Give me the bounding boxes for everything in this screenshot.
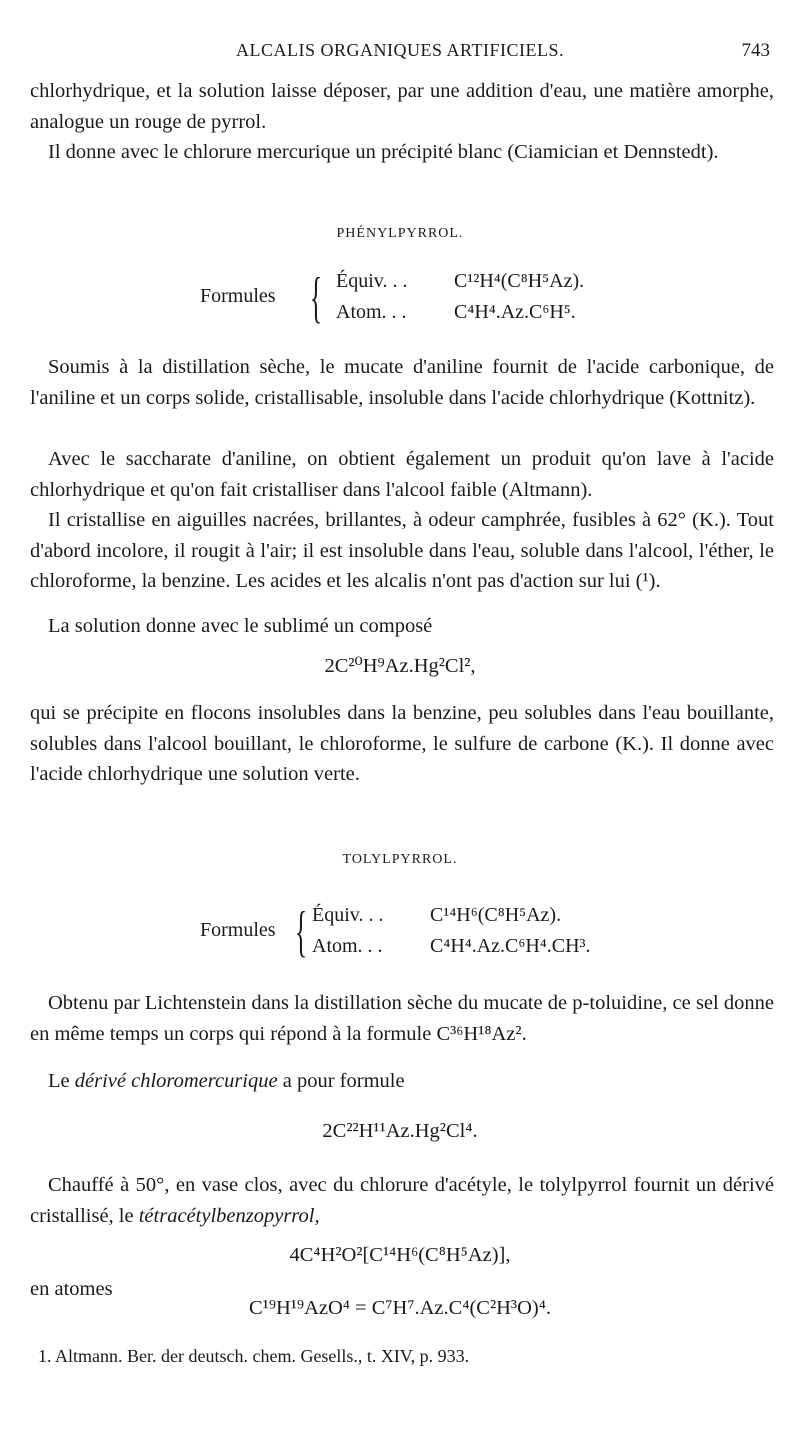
- running-title: ALCALIS ORGANIQUES ARTIFICIELS.: [236, 40, 564, 60]
- paragraph-10: [30, 1170, 774, 1231]
- formula-value: C¹²H⁴(C⁸H⁵Az).: [454, 270, 585, 292]
- formula-chloromercurique: 2C²²H¹¹Az.Hg²Cl⁴.: [322, 1120, 478, 1142]
- formula-block-tolylpyrrol: [200, 902, 620, 972]
- formula-row-equiv: [336, 270, 585, 293]
- page-number: 743: [741, 40, 770, 61]
- italic-term: dérivé chloromercurique: [74, 1070, 278, 1092]
- formula-key: Équiv. . .: [336, 270, 408, 292]
- paragraph-8: Obtenu par Lichtenstein dans la distillation sèche du mucate de p-toluidine, ce sel donne en même temps un corps qui répond à la formule C³⁶H¹⁸Az².: [30, 992, 774, 1045]
- formula-key: Atom. . .: [312, 935, 383, 957]
- running-header: [0, 40, 800, 64]
- paragraph-1: chlorhydrique, et la solution laisse déposer, par une addition d'eau, une matière amorphe, analogue un rouge de pyrrol.: [30, 80, 774, 133]
- paragraph-5: Il cristallise en aiguilles nacrées, brillantes, à odeur camphrée, fusibles à 62° (K.). Tout d'abord incolore, il rougit à l'air; il est insoluble dans l'eau, soluble dans l'alcool, l'éther, le chloroforme, la benzine. Les acides et les alcalis n'ont pas d'action sur lui (¹).: [30, 509, 774, 592]
- formula-hg-compound: 2C²⁰H⁹Az.Hg²Cl²,: [324, 655, 476, 677]
- text-span: a pour formule: [277, 1070, 405, 1092]
- paragraph-7: qui se précipite en flocons insolubles dans la benzine, peu solubles dans l'eau bouillante, solubles dans l'alcool bouillant, le chloroforme, le sulfure de carbone (K.). Il donne avec l'acide chlorhydrique une solution verte.: [30, 702, 774, 785]
- formula-block-phenylpyrrol: [200, 268, 620, 338]
- section-heading-tolylpyrrol: TOLYLPYRROL.: [342, 852, 458, 867]
- footnote: 1. Altmann. Ber. der deutsch. chem. Gesells., t. XIV, p. 933.: [38, 1346, 470, 1366]
- formula-label: Formules: [200, 919, 276, 941]
- paragraph-4: Avec le saccharate d'aniline, on obtient également un produit qu'on lave à l'acide chlorhydrique et qu'on fait cristalliser dans l'alcool faible (Altmann).: [30, 448, 774, 501]
- formula-value: C⁴H⁴.Az.C⁶H⁴.CH³.: [430, 935, 591, 957]
- brace-icon: {: [295, 901, 308, 963]
- paragraph-6: La solution donne avec le sublimé un composé: [48, 615, 433, 637]
- paragraph-2: Il donne avec le chlorure mercurique un précipité blanc (Ciamician et Dennstedt).: [48, 141, 719, 163]
- formula-row-equiv: [312, 904, 562, 927]
- formula-label: Formules: [200, 285, 276, 307]
- paragraph-9: [30, 1066, 774, 1097]
- text-span: Chauffé à 50°, en vase clos, avec du chlorure d'acétyle, le tolylpyrrol fournit un dérivé cristallisé, le: [30, 1174, 774, 1227]
- formula-value: C¹⁴H⁶(C⁸H⁵Az).: [430, 904, 562, 926]
- section-heading-phenylpyrrol: PHÉNYLPYRROL.: [336, 226, 464, 241]
- formula-key: Atom. . .: [336, 301, 407, 323]
- brace-icon: {: [310, 267, 323, 329]
- formula-tetracetyl-atom: C¹⁹H¹⁹AzO⁴ = C⁷H⁷.Az.C⁴(C²H³O)⁴.: [249, 1297, 551, 1319]
- formula-row-atom: [336, 301, 576, 324]
- formula-tetracetyl-equiv: 4C⁴H²O²[C¹⁴H⁶(C⁸H⁵Az)],: [289, 1244, 511, 1266]
- paragraph-3: Soumis à la distillation sèche, le mucate d'aniline fournit de l'acide carbonique, de l'aniline et un corps solide, cristallisable, insoluble dans l'acide chlorhydrique (Kottnitz).: [30, 356, 774, 409]
- formula-key: Équiv. . .: [312, 904, 384, 926]
- formula-row-atom: [312, 935, 591, 958]
- text-span: Le: [48, 1070, 75, 1092]
- en-atomes-label: en atomes: [30, 1278, 113, 1300]
- formula-value: C⁴H⁴.Az.C⁶H⁵.: [454, 301, 576, 323]
- italic-term: tétracétylbenzopyrrol,: [138, 1204, 320, 1227]
